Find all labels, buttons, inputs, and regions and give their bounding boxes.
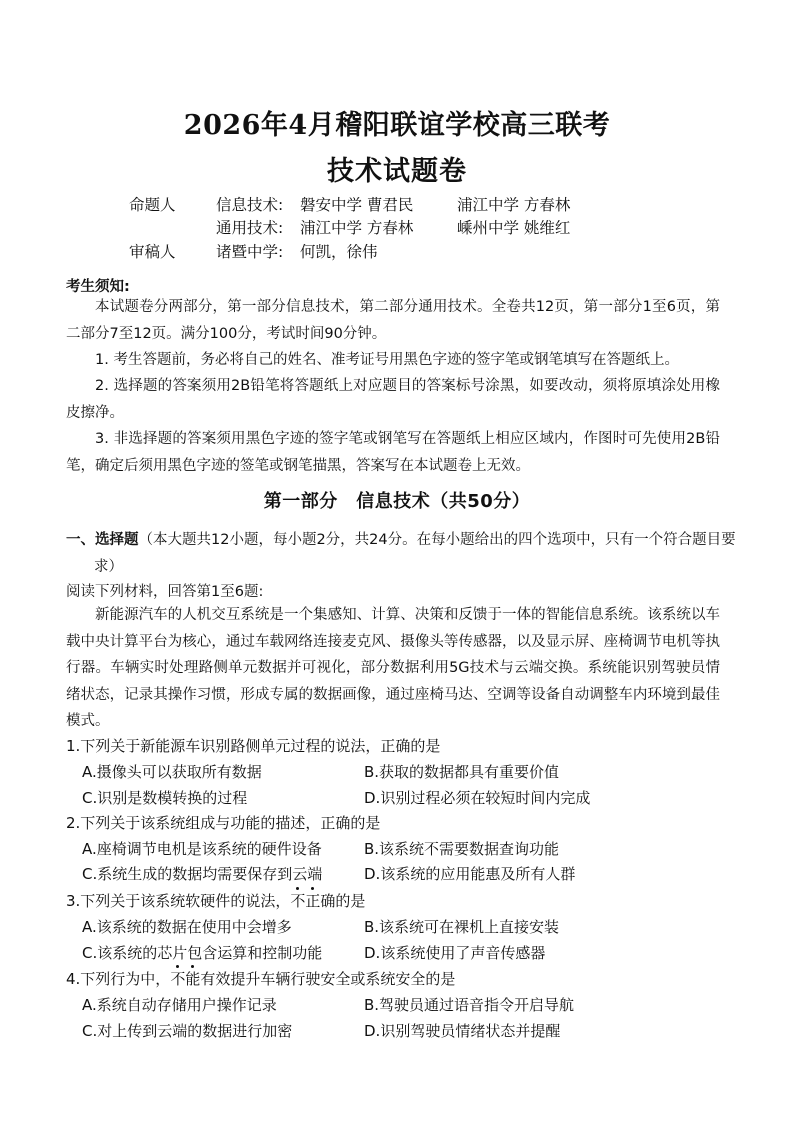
notice-item-1: 1. 考生答题前，务必将自己的姓名、准考证号用黑色字迹的签字笔或钢笔填写在答题纸上。 — [95, 352, 679, 368]
question-4-stem-after: 有效提升车辆行驶安全或系统安全的是 — [200, 970, 456, 988]
choice-desc: （本大题共12小题，每小题2分，共24分。在每小题给出的四个选项中，只有一个符合题目要求） — [94, 532, 736, 575]
reviewer-label: 审稿人 — [129, 243, 176, 261]
question-1-stem: 1.下列关于新能源车识别路侧单元过程的说法，正确的是 — [66, 737, 441, 755]
question-1-option-b: B.获取的数据都具有重要价值 — [364, 763, 560, 781]
info-tech-person1: 磐安中学 曹君民 — [300, 196, 414, 214]
question-3-stem — [66, 890, 365, 911]
question-4-option-c: C.对上传到云端的数据进行加密 — [82, 1022, 293, 1040]
choice-title: 一、选择题 — [66, 532, 139, 548]
question-2-option-a: A.座椅调节电机是该系统的硬件设备 — [82, 840, 322, 858]
question-4-stem — [66, 968, 455, 989]
section-heading: 第一部分 信息技术（共50分） — [263, 491, 531, 512]
info-tech-person2: 浦江中学 方春林 — [457, 196, 571, 214]
question-3-option-b: B.该系统可在裸机上直接安装 — [364, 918, 560, 936]
exam-title: 2026年4月稽阳联谊学校高三联考 — [183, 110, 611, 141]
notice-item-2: 2. 选择题的答案须用2B铅笔将答题纸上对应题目的答案标号涂黑，如要改动，须将原填涂处用橡皮擦净。 — [66, 378, 720, 421]
info-tech-label: 信息技术: — [216, 196, 284, 214]
question-3-stem-after: 确的是 — [320, 892, 366, 910]
question-4-emphasis-2: 能 — [185, 970, 201, 988]
reviewer-school: 诸暨中学: — [216, 243, 284, 261]
question-4-stem-before: 4.下列行为中， — [66, 970, 171, 988]
question-4-emphasis-1: 不 — [170, 970, 186, 988]
notice-intro: 本试题卷分两部分，第一部分信息技术，第二部分通用技术。全卷共12页，第一部分1至6页，第二部分7至12页。满分100分，考试时间90分钟。 — [66, 299, 720, 342]
notice-item-3: 3. 非选择题的答案须用黑色字迹的签字笔或钢笔写在答题纸上相应区域内，作图时可先使用2B铅笔，确定后须用黑色字迹的签笔或钢笔描黑，答案写在本试题卷上无效。 — [66, 431, 720, 474]
exam-subtitle: 技术试题卷 — [327, 156, 467, 187]
question-2-option-d: D.该系统的应用能惠及所有人群 — [364, 865, 576, 883]
question-4-option-b: B.驾驶员通过语音指令开启导航 — [364, 996, 575, 1014]
question-3-option-a: A.该系统的数据在使用中会增多 — [82, 918, 292, 936]
question-3-option-c: C.该系统的芯片包含运算和控制功能 — [82, 944, 323, 962]
question-1-option-c: C.识别是数模转换的过程 — [82, 789, 248, 807]
general-tech-person1: 浦江中学 方春林 — [300, 219, 414, 237]
question-2-option-b: B.该系统不需要数据查询功能 — [364, 840, 560, 858]
notice-heading: 考生须知: — [66, 279, 130, 295]
general-tech-person2: 嵊州中学 姚维红 — [457, 219, 571, 237]
reviewer-names: 何凯，徐伟 — [300, 243, 378, 261]
question-2-option-c: C.系统生成的数据均需要保存到云端 — [82, 865, 323, 883]
question-2-stem: 2.下列关于该系统组成与功能的描述，正确的是 — [66, 814, 381, 832]
question-4-option-d: D.识别驾驶员情绪状态并提醒 — [364, 1022, 561, 1040]
choice-instruction — [66, 527, 748, 580]
proposer-label: 命题人 — [129, 196, 176, 214]
question-4-option-a: A.系统自动存储用户操作记录 — [82, 996, 277, 1014]
general-tech-label: 通用技术: — [216, 219, 284, 237]
reading-material: 新能源汽车的人机交互系统是一个集感知、计算、决策和反馈于一体的智能信息系统。该系统以车载中央计算平台为核心，通过车载网络连接麦克风、摄像头等传感器，以及显示屏、座椅调节电机等执行器。车辆实时处理路侧单元数据并可视化，部分数据利用5G技术与云端交换。系统能识别驾驶员情绪状态，记录其操作习惯，形成专属的数据画像，通过座椅马达、空调等设备自动调整车内环境到最佳模式。 — [66, 607, 720, 729]
question-1-option-a: A.摄像头可以获取所有数据 — [82, 763, 262, 781]
read-instruction: 阅读下列材料，回答第1至6题: — [66, 584, 264, 600]
question-3-emphasis-1: 不 — [290, 892, 306, 910]
question-3-option-d: D.该系统使用了声音传感器 — [364, 944, 546, 962]
question-3-stem-before: 3.下列关于该系统软硬件的说法， — [66, 892, 291, 910]
question-3-emphasis-2: 正 — [305, 892, 321, 910]
question-1-option-d: D.识别过程必须在较短时间内完成 — [364, 789, 591, 807]
